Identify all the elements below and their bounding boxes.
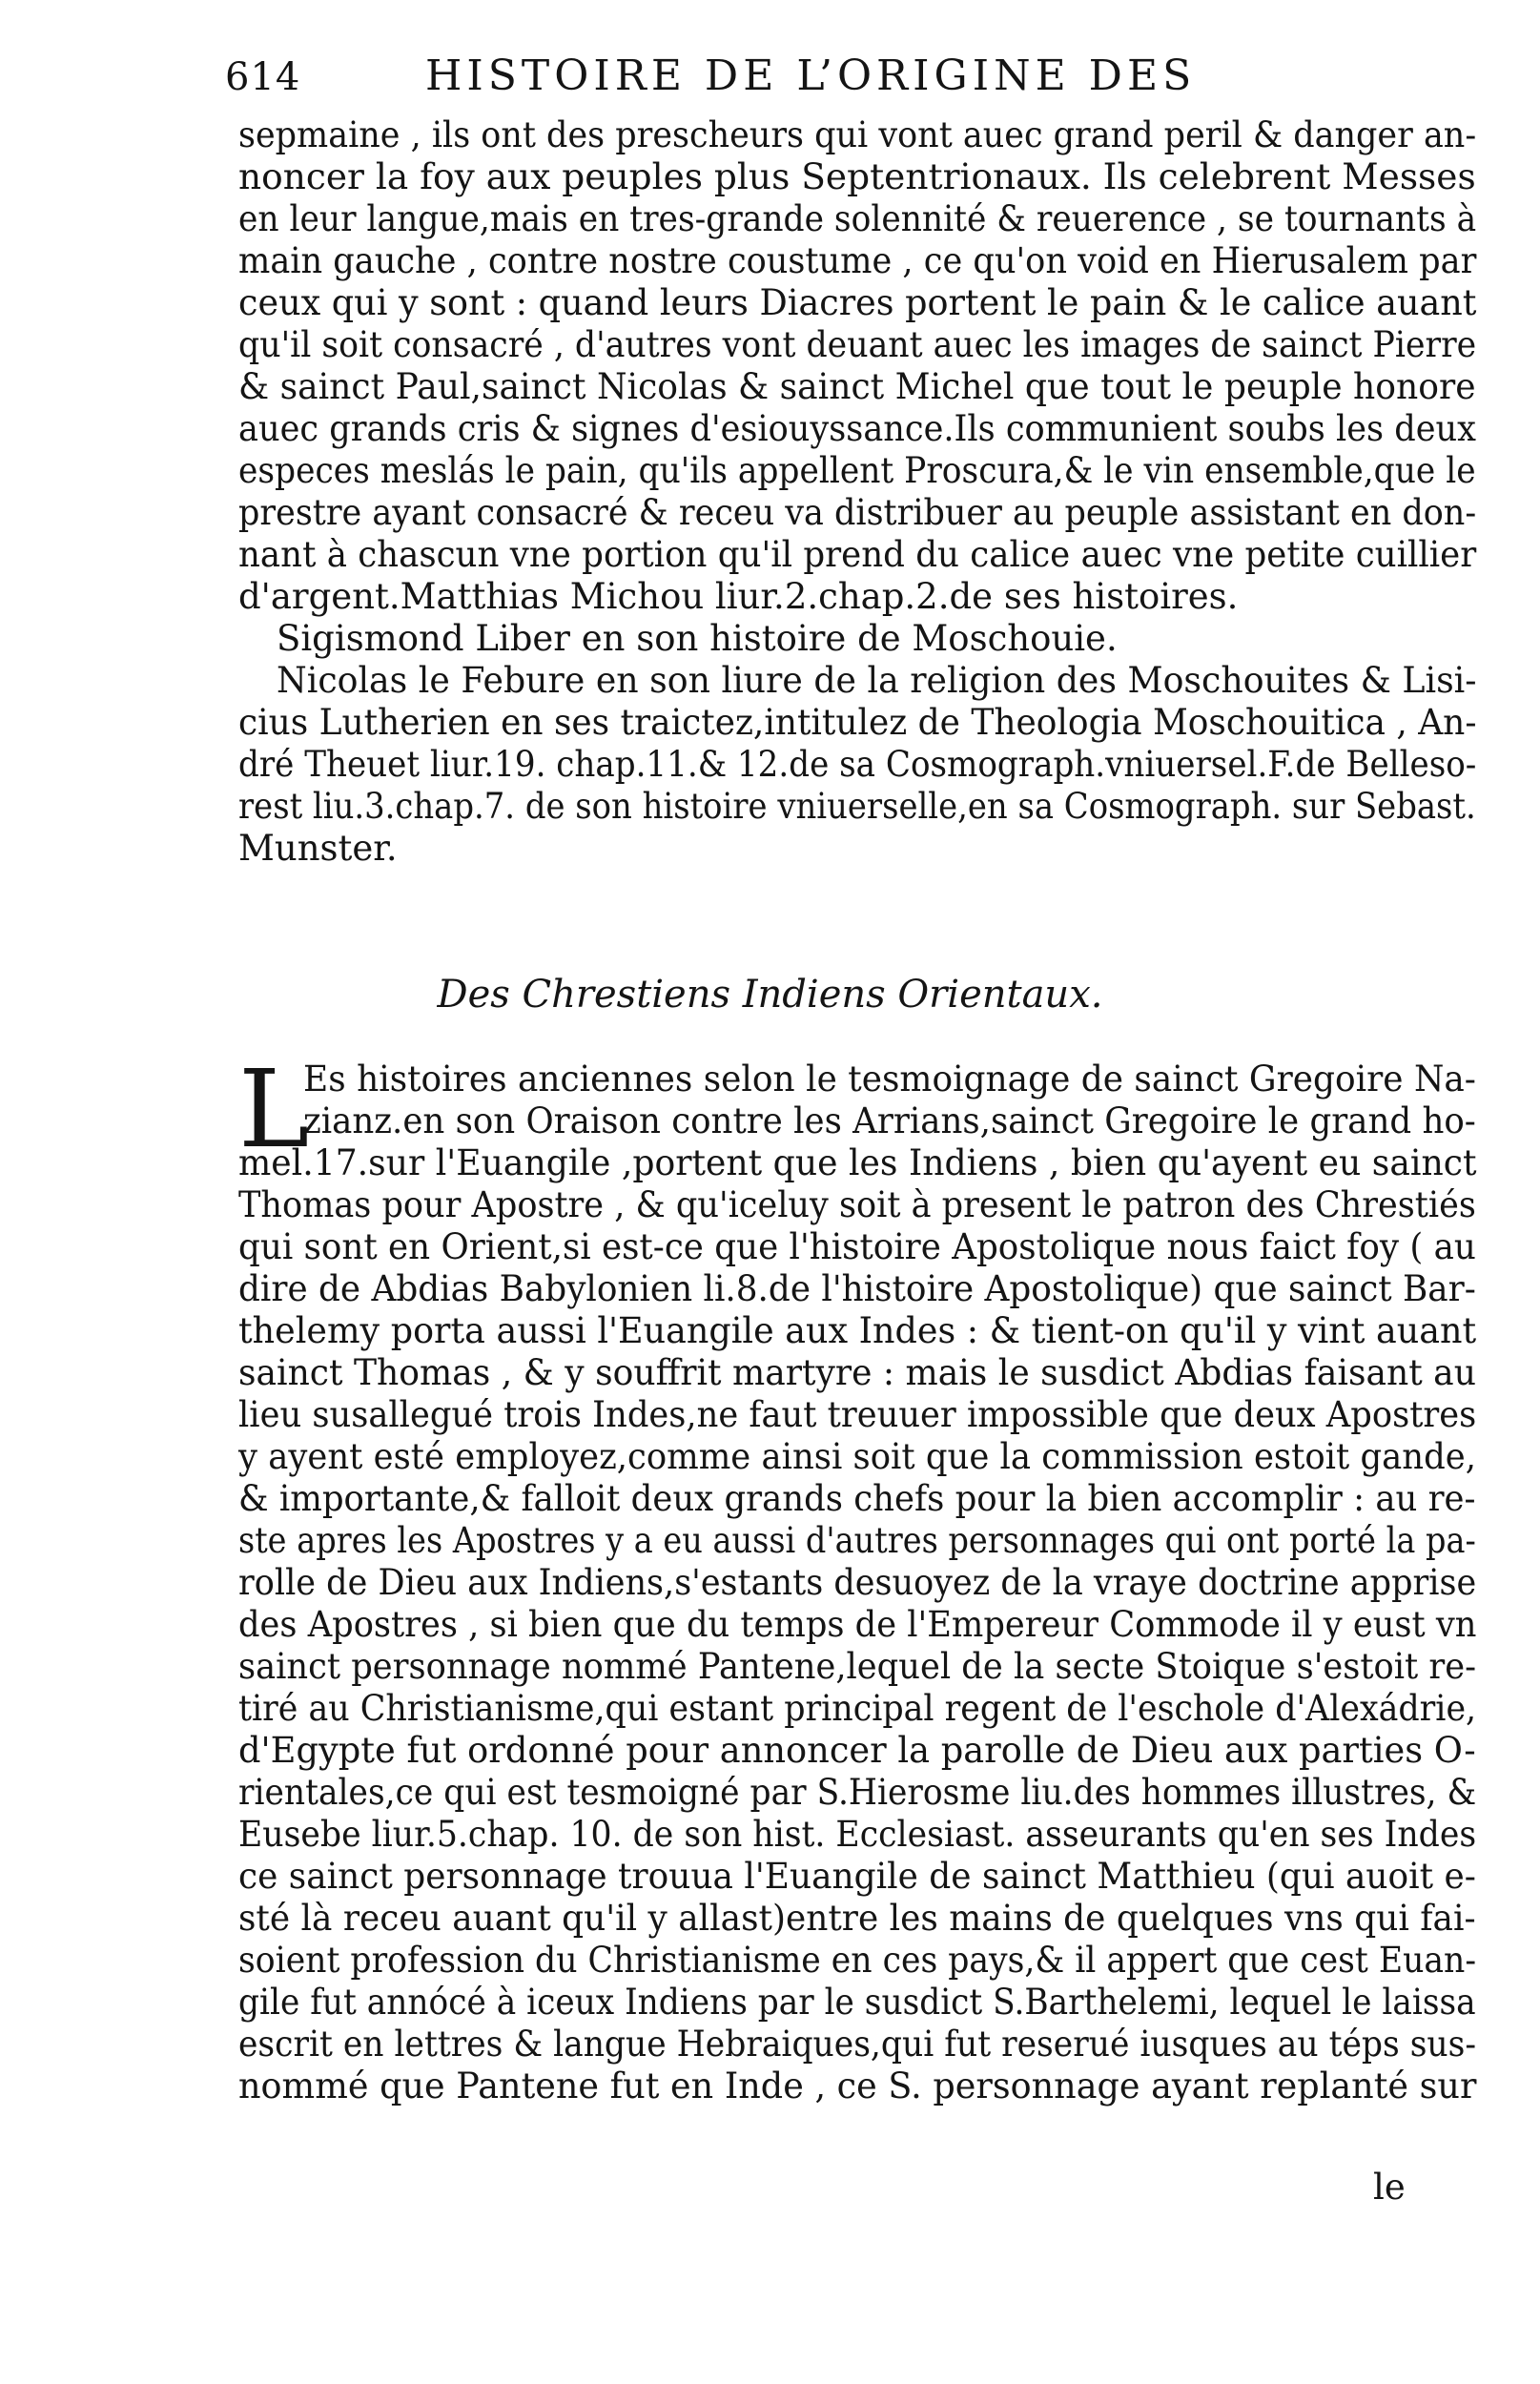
text-line: d'Egypte fut ordonné pour annoncer la parolle de Dieu aux parties O- — [238, 1730, 1476, 1771]
text-line: thelemy porta aussi l'Euangile aux Indes : & tient-on qu'il y vint auant — [238, 1310, 1477, 1351]
drop-cap: L — [238, 1048, 310, 1172]
text-line: escrit en lettres & langue Hebraiques,qui fut reserué iusques au téps sus- — [238, 2024, 1477, 2065]
text-line: Munster. — [238, 828, 398, 869]
section-heading: Des Chrestiens Indiens Orientaux. — [437, 973, 1103, 1017]
text-line: sainct Thomas , & y souffrit martyre : mais le susdict Abdias faisant au — [238, 1352, 1476, 1393]
text-line: nommé que Pantene fut en Inde , ce S. personnage ayant replanté sur — [238, 2065, 1477, 2107]
text-line: ceux qui y sont : quand leurs Diacres portent le pain & le calice auant — [238, 282, 1477, 323]
text-line: en leur langue,mais en tres-grande solennité & reuerence , se tournants à — [238, 198, 1477, 239]
text-line: rientales,ce qui est tesmoigné par S.Hierosme liu.des hommes illustres, & — [238, 1772, 1477, 1813]
text-line: noncer la foy aux peuples plus Septentrionaux. Ils celebrent Messes — [238, 156, 1476, 197]
text-line: & importante,& falloit deux grands chefs pour la bien accomplir : au re- — [238, 1478, 1476, 1519]
page-header — [225, 48, 1236, 105]
text-line: auec grands cris & signes d'esiouyssance.Ils communient soubs les deux — [238, 408, 1476, 449]
text-line: Thomas pour Apostre , & qu'iceluy soit à present le patron des Chrestiés — [238, 1184, 1476, 1225]
text-line: dire de Abdias Babylonien li.8.de l'histoire Apostolique) que sainct Bar- — [238, 1268, 1476, 1309]
text-line: sté là receu auant qu'il y allast)entre les mains de quelques vns qui fai- — [238, 1898, 1476, 1939]
text-line: Eusebe liur.5.chap. 10. de son hist. Ecclesiast. asseurants qu'en ses Indes — [238, 1814, 1477, 1855]
text-line: tiré au Christianisme,qui estant principal regent de l'eschole d'Alexádrie, — [238, 1688, 1477, 1729]
text-line: especes meslás le pain, qu'ils appellent Proscura,& le vin ensemble,que le — [238, 450, 1476, 491]
text-line: zianz.en son Oraison contre les Arrians,sainct Gregoire le grand ho- — [303, 1100, 1476, 1141]
text-line: Es histoires anciennes selon le tesmoignage de sainct Gregoire Na- — [303, 1058, 1476, 1100]
running-title: HISTOIRE DE L’ORIGINE DES — [425, 51, 1197, 100]
text-line: dré Theuet liur.19. chap.11.& 12.de sa Cosmograph.vniuersel.F.de Belleso- — [238, 744, 1477, 785]
text-line: rest liu.3.chap.7. de son histoire vniuerselle,en sa Cosmograph. sur Sebast. — [238, 786, 1476, 827]
text-line: & sainct Paul,sainct Nicolas & sainct Michel que tout le peuple honore — [238, 366, 1476, 407]
text-line: gile fut annócé à iceux Indiens par le susdict S.Barthelemi, lequel le laissa — [238, 1982, 1476, 2023]
text-line: Nicolas le Febure en son liure de la religion des Moschouites & Lisi- — [277, 660, 1477, 701]
text-line: qui sont en Orient,si est-ce que l'histoire Apostolique nous faict foy ( au — [238, 1226, 1476, 1267]
text-line: nant à chascun vne portion qu'il prend du calice auec vne petite cuillier — [238, 534, 1477, 575]
text-line: lieu susallegué trois Indes,ne faut treuuer impossible que deux Apostres — [238, 1394, 1477, 1435]
text-line: y ayent esté employez,comme ainsi soit que la commission estoit gande, — [238, 1436, 1476, 1477]
text-line: sainct personnage nommé Pantene,lequel de la secte Stoique s'estoit re- — [238, 1646, 1477, 1687]
text-line: mel.17.sur l'Euangile ,portent que les Indiens , bien qu'ayent eu sainct — [238, 1142, 1477, 1183]
text-line: prestre ayant consacré & receu va distribuer au peuple assistant en don- — [238, 492, 1477, 533]
text-line: sepmaine , ils ont des prescheurs qui vont auec grand peril & danger an- — [238, 114, 1477, 155]
text-line: ste apres les Apostres y a eu aussi d'autres personnages qui ont porté la pa- — [238, 1520, 1476, 1561]
text-line: rolle de Dieu aux Indiens,s'estants desuoyez de la vraye doctrine apprise — [238, 1562, 1477, 1603]
page-number: 614 — [225, 55, 301, 99]
text-line: des Apostres , si bien que du temps de l'Empereur Commode il y eust vn — [238, 1604, 1477, 1645]
text-line: qu'il soit consacré , d'autres vont deuant auec les images de sainct Pierre — [238, 324, 1477, 365]
text-line: soient profession du Christianisme en ces pays,& il appert que cest Euan- — [238, 1940, 1477, 1981]
text-line: d'argent.Matthias Michou liur.2.chap.2.de ses histoires. — [238, 576, 1239, 617]
text-line: Sigismond Liber en son histoire de Moschouie. — [277, 618, 1118, 659]
text-line: ce sainct personnage trouua l'Euangile de sainct Matthieu (qui auoit e- — [238, 1856, 1476, 1897]
text-line: cius Lutherien en ses traictez,intitulez de Theologia Moschouitica , An- — [238, 702, 1477, 743]
catchword: le — [1373, 2167, 1406, 2208]
text-line: main gauche , contre nostre coustume , ce qu'on void en Hierusalem par — [238, 240, 1477, 281]
